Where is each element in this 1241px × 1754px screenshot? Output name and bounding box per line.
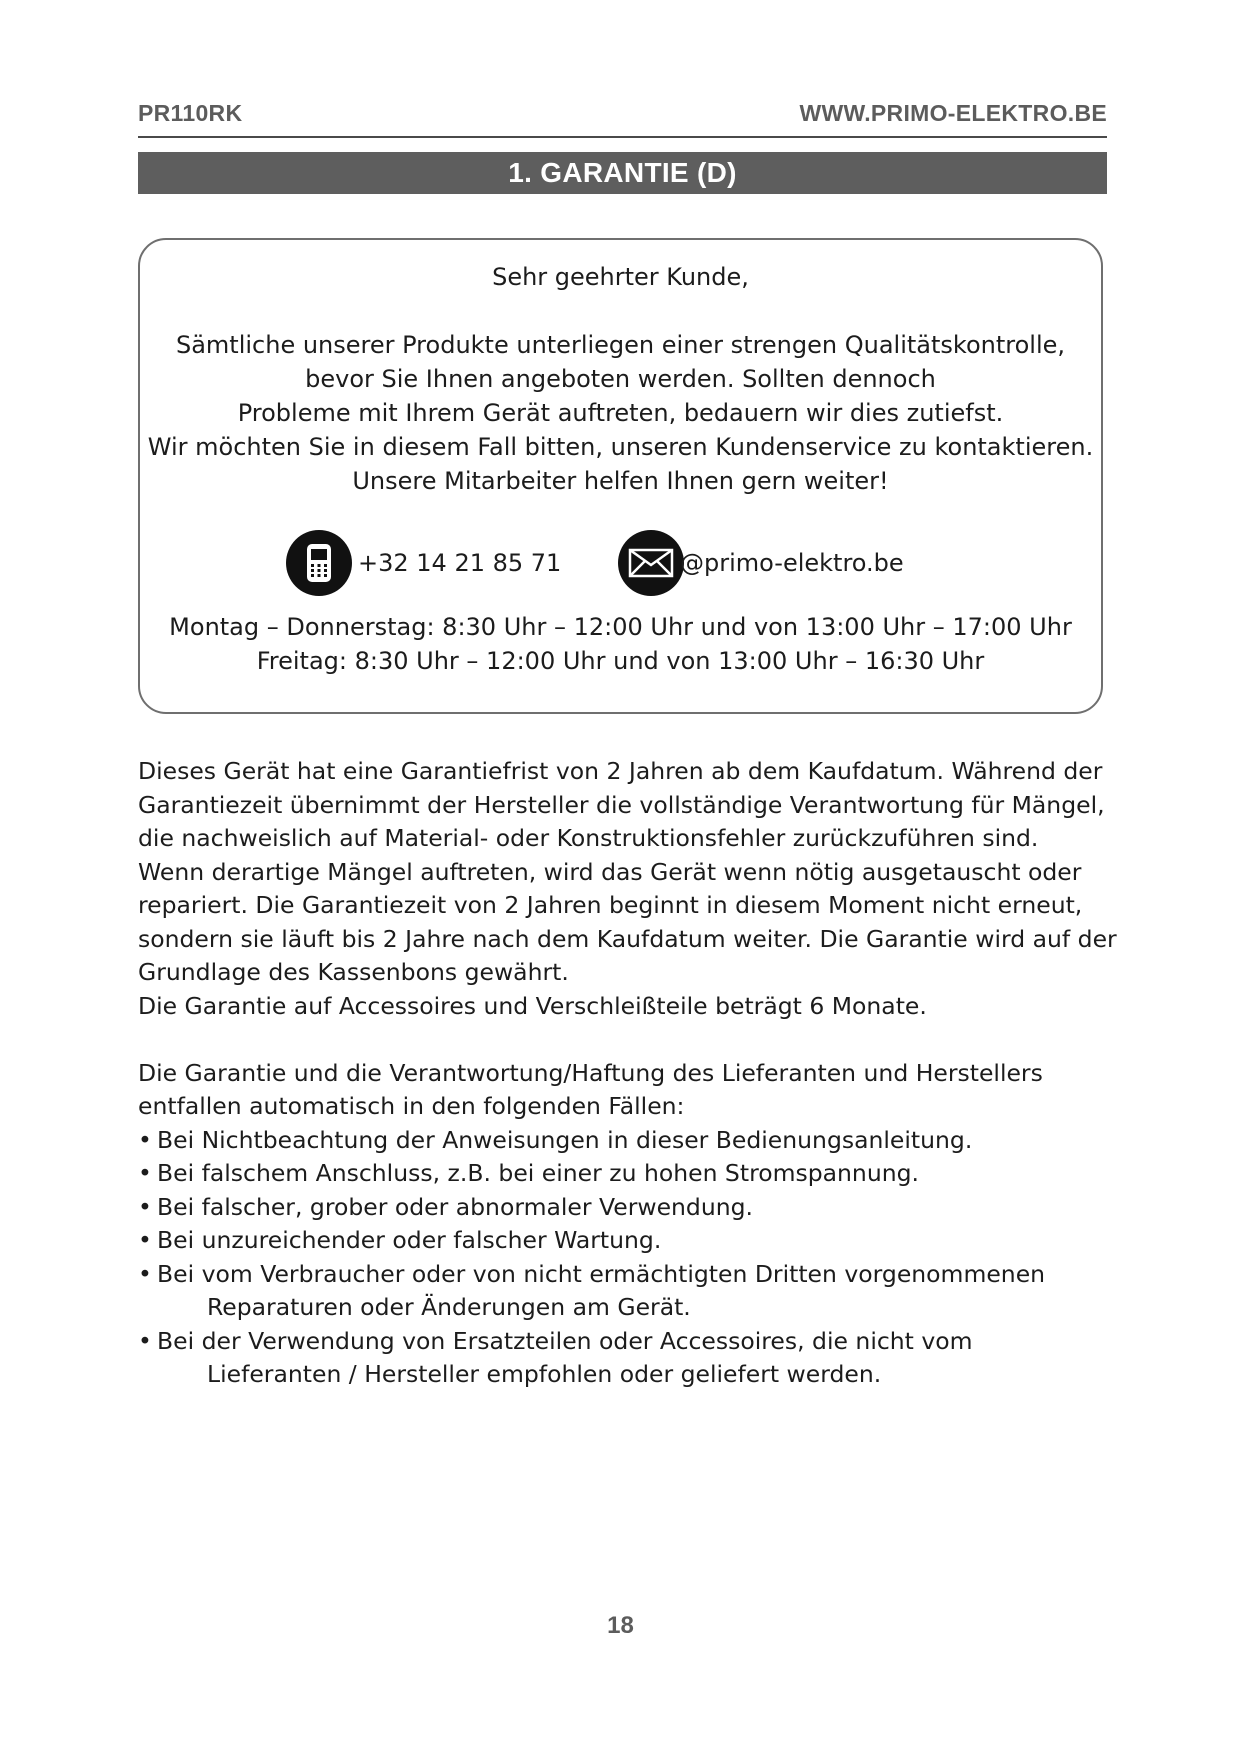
bullet-icon: • (138, 1226, 152, 1254)
list-item-text: Bei falscher, grober oder abnormaler Verwendung. (157, 1192, 754, 1221)
website-url: WWW.PRIMO-ELEKTRO.BE (799, 100, 1107, 126)
list-item-continuation: Reparaturen oder Änderungen am Gerät. (207, 1293, 691, 1321)
hours-line: Freitag: 8:30 Uhr – 12:00 Uhr und von 13:00 Uhr – 16:30 Uhr (256, 647, 985, 675)
list-item (138, 1191, 1113, 1225)
list-item (138, 1224, 1113, 1258)
opening-hours (140, 610, 1101, 678)
exclusions-list (138, 1124, 1113, 1392)
bullet-icon: • (138, 1159, 152, 1187)
mail-icon (618, 530, 684, 596)
contact-row (140, 528, 1101, 598)
text-line: repariert. Die Garantiezeit von 2 Jahren beginnt in diesem Moment nicht erneut, (138, 891, 1083, 919)
exclusions-paragraph (138, 1057, 1113, 1124)
intro-line: Unsere Mitarbeiter helfen Ihnen gern weiter! (352, 467, 889, 495)
text-line: Dieses Gerät hat eine Garantiefrist von 2 Jahren ab dem Kaufdatum. Während der (138, 757, 1103, 785)
paragraph-spacer (138, 1023, 1113, 1057)
text-line: entfallen automatisch in den folgenden Fällen: (138, 1092, 685, 1120)
text-line: sondern sie läuft bis 2 Jahre nach dem Kaufdatum weiter. Die Garantie wird auf der (138, 924, 1117, 953)
list-item (138, 1258, 1113, 1325)
email-contact (618, 528, 904, 598)
bullet-icon: • (138, 1125, 152, 1154)
header-divider (138, 136, 1107, 138)
list-item-continuation: Lieferanten / Hersteller empfohlen oder geliefert werden. (207, 1360, 882, 1388)
list-item (138, 1124, 1113, 1158)
text-line: Wenn derartige Mängel auftreten, wird das Gerät wenn nötig ausgetauscht oder (138, 857, 1082, 886)
list-item-text: Bei vom Verbraucher oder von nicht ermächtigten Dritten vorgenommenen (157, 1259, 1046, 1288)
text-line: Garantiezeit übernimmt der Hersteller die vollständige Verantwortung für Mängel, (138, 790, 1105, 819)
text-line: Die Garantie auf Accessoires und Verschleißteile beträgt 6 Monate. (138, 991, 927, 1020)
page-number: 18 (607, 1612, 634, 1639)
phone-number[interactable]: +32 14 21 85 71 (358, 549, 562, 577)
intro-line: Probleme mit Ihrem Gerät auftreten, bedauern wir dies zutiefst. (237, 399, 1004, 427)
intro-line: Sämtliche unserer Produkte unterliegen einer strengen Qualitätskontrolle, (175, 331, 1066, 359)
hours-line: Montag – Donnerstag: 8:30 Uhr – 12:00 Uhr und von 13:00 Uhr – 17:00 Uhr (169, 613, 1072, 641)
text-line: die nachweislich auf Material- oder Konstruktionsfehler zurückzuführen sind. (138, 824, 1039, 852)
list-item-text: Bei unzureichender oder falscher Wartung. (157, 1226, 662, 1254)
page-header (138, 100, 1107, 127)
greeting: Sehr geehrter Kunde, (492, 263, 749, 291)
list-item-text: Bei Nichtbeachtung der Anweisungen in dieser Bedienungsanleitung. (157, 1125, 973, 1154)
email-address[interactable]: @primo-elektro.be (680, 549, 904, 577)
model-number: PR110RK (138, 100, 243, 126)
bullet-icon: • (138, 1192, 152, 1221)
intro-line: bevor Sie Ihnen angeboten werden. Sollten dennoch (305, 365, 936, 393)
phone-contact (286, 528, 561, 598)
section-title: 1. GARANTIE (D) (138, 152, 1107, 194)
list-item (138, 1157, 1113, 1191)
customer-service-box (138, 238, 1103, 714)
warranty-text (138, 755, 1117, 1392)
list-item-text: Bei der Verwendung von Ersatzteilen oder Accessoires, die nicht vom (157, 1326, 973, 1355)
phone-icon (286, 530, 352, 596)
bullet-icon: • (138, 1259, 152, 1288)
intro-text (140, 328, 1101, 498)
text-line: Die Garantie und die Verantwortung/Haftung des Lieferanten und Herstellers (138, 1058, 1043, 1087)
text-line: Grundlage des Kassenbons gewährt. (138, 958, 569, 986)
warranty-paragraph (138, 755, 1117, 1023)
bullet-icon: • (138, 1326, 152, 1355)
intro-line: Wir möchten Sie in diesem Fall bitten, unseren Kundenservice zu kontaktieren. (147, 433, 1094, 461)
list-item-text: Bei falschem Anschluss, z.B. bei einer zu hohen Stromspannung. (157, 1159, 920, 1187)
list-item (138, 1325, 1113, 1392)
